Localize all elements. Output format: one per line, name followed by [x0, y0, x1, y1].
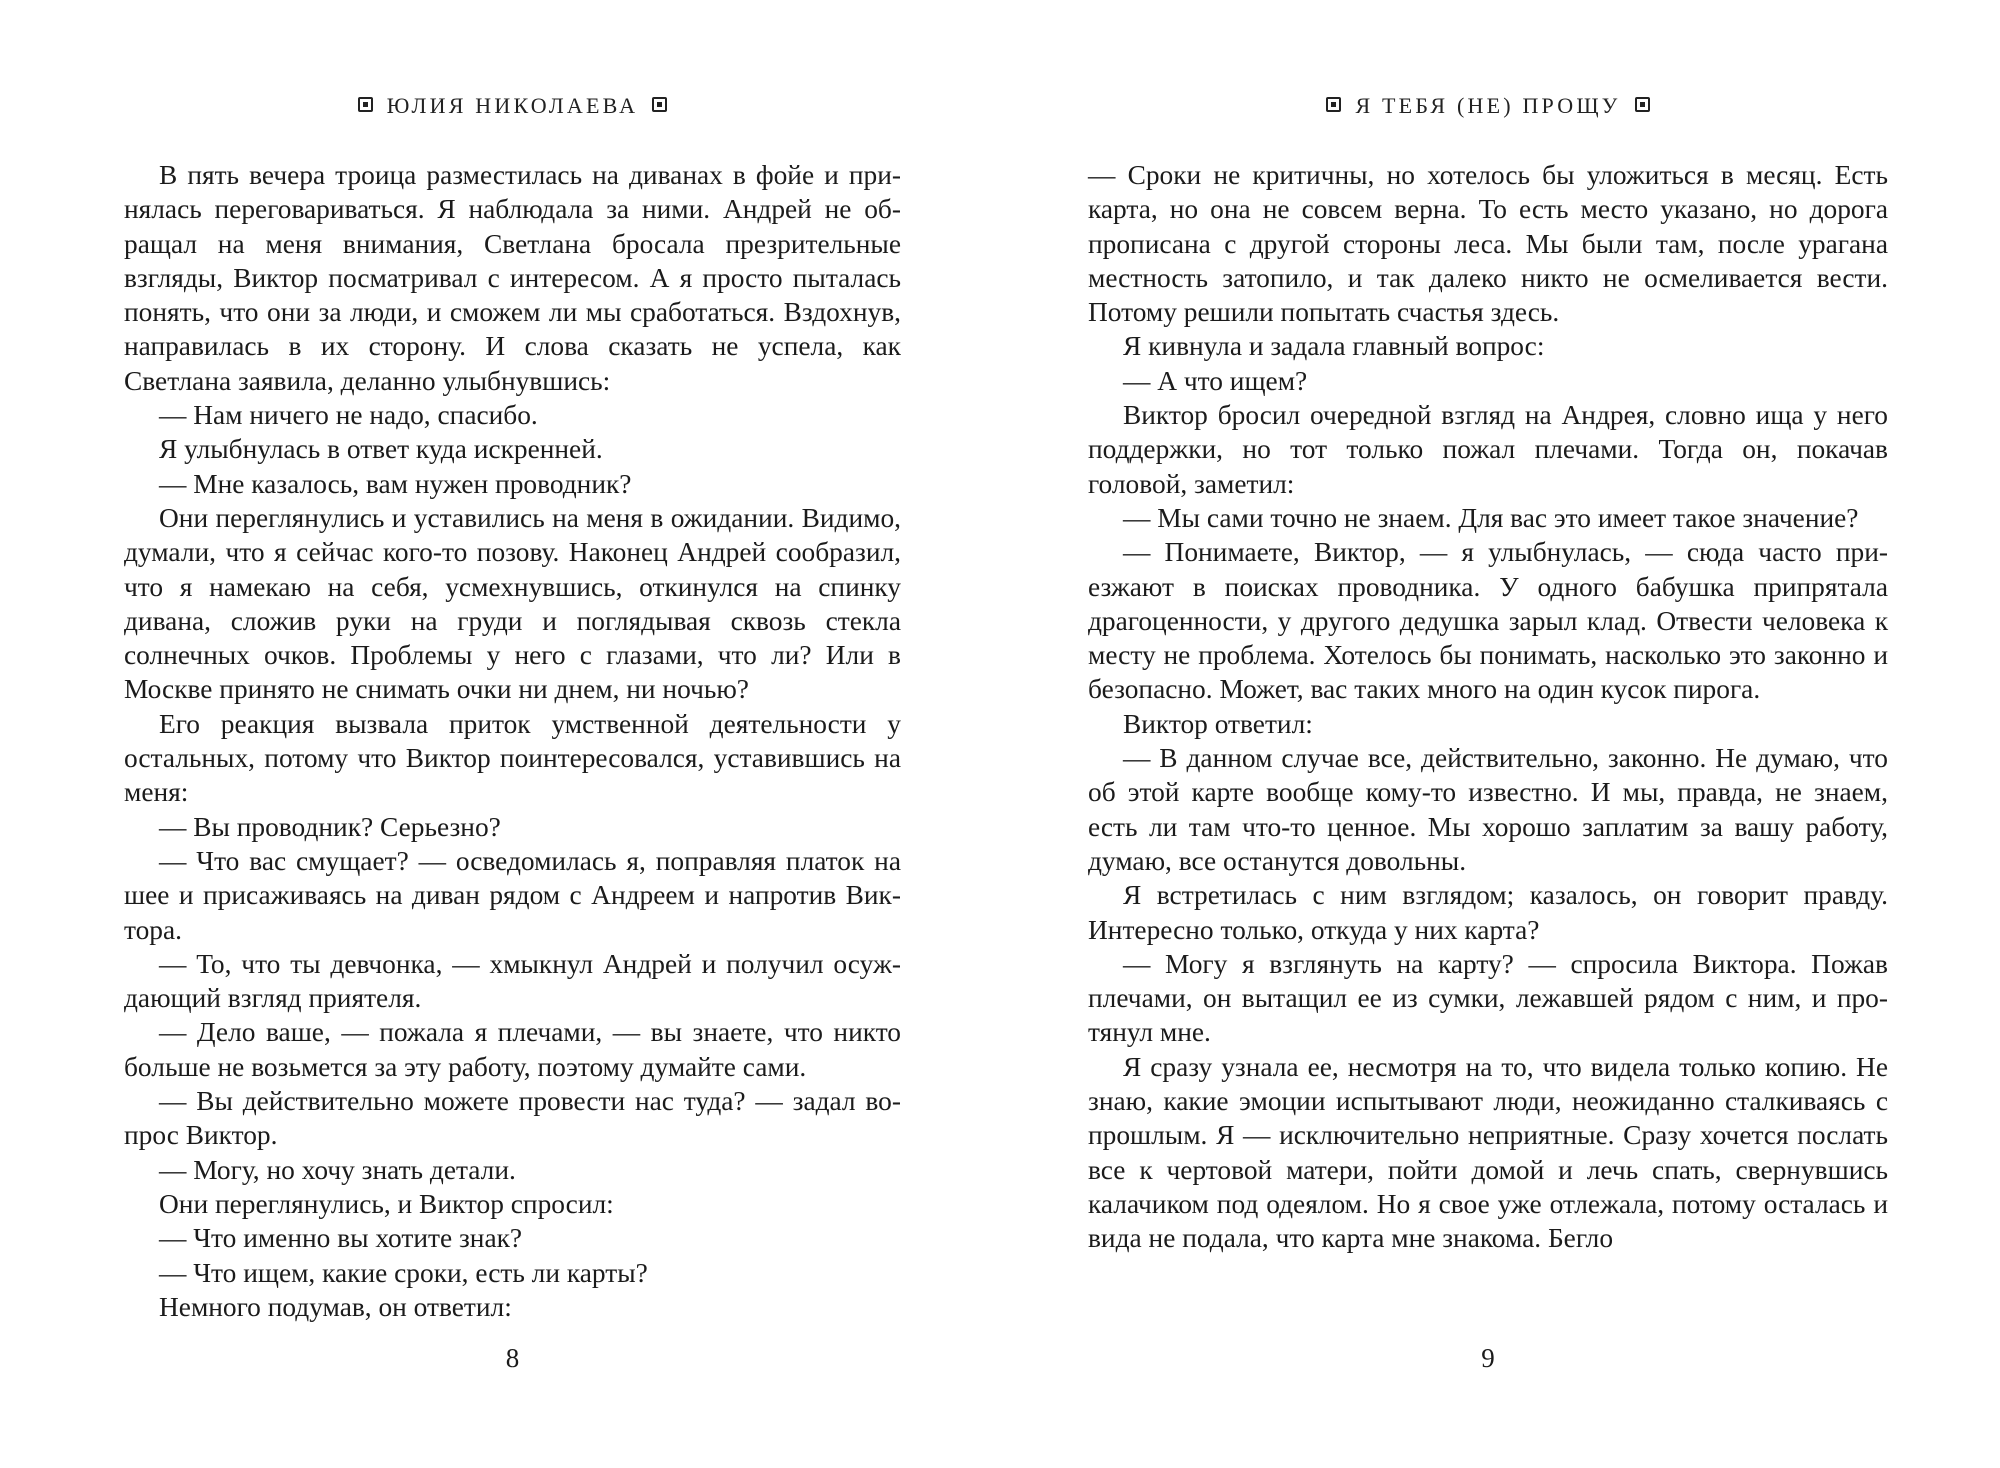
- page-number-left: 8: [505, 1343, 520, 1373]
- author-name: ЮЛИЯ НИКОЛАЕВА: [386, 93, 639, 118]
- paragraph: Виктор бросил очередной взгляд на Андрея, словно ища у него поддержки, но тот только пожал плечами. Тогда он, покачав головой, заметил:: [1088, 400, 1888, 499]
- paragraph: Они переглянулись, и Виктор спросил:: [159, 1188, 614, 1219]
- paragraph: — Что ищем, какие сроки, есть ли карты?: [159, 1257, 648, 1288]
- paragraph: Они переглянулись и уставились на меня в ожидании. Видимо, думали, что я сейчас кого-то позову. Наконец Андрей сообразил, что я намекаю на себя, усмехнувшись, откинулся на спинку дивана, сложив руки на груди и поглядывая сквозь стекла солнечных очков. Проблемы у него с глазами, что ли? Или в Москве принято не снимать очки ни днем, ни ночью?: [124, 502, 901, 705]
- paragraph: Немного подумав, он ответил:: [159, 1291, 512, 1322]
- paragraph: — Могу, но хочу знать детали.: [159, 1154, 516, 1185]
- right-page: [1088, 0, 1888, 1468]
- right-page-text: [1088, 158, 1888, 1256]
- page-number-right: 9: [1481, 1343, 1495, 1373]
- paragraph: — Мы сами точно не знаем. Для вас это имеет такое значение?: [1123, 502, 1859, 533]
- left-page: [124, 0, 901, 1468]
- paragraph: — В данном случае все, действительно, законно. Не думаю, что об этой карте вообще кому-то известно. И мы, правда, не знаем, есть ли там что-то ценное. Мы хорошо заплатим за вашу работу, думаю, все останутся довольны.: [1088, 743, 1888, 876]
- paragraph: — Мне казалось, вам нужен проводник?: [159, 468, 632, 499]
- book-title: Я ТЕБЯ (НЕ) ПРОЩУ: [1355, 93, 1621, 118]
- left-page-text: [124, 158, 901, 1324]
- paragraph: — То, что ты девчонка, — хмыкнул Андрей и получил осуждающий взгляд приятеля.: [124, 948, 901, 1014]
- ornament-icon: [652, 97, 667, 112]
- paragraph: — Сроки не критичны, но хотелось бы уложиться в месяц. Есть карта, но она не совсем верна. То есть место указано, но дорога прописана с другой стороны леса. Мы были там, после урагана местность затопило, и так далеко никто не осмеливается вести. Потому решили попытать счастья здесь.: [1088, 160, 1888, 328]
- paragraph: — Вы проводник? Серьезно?: [159, 811, 501, 842]
- paragraph: В пять вечера троица разместилась на диванах в фойе и принялась переговариваться. Я наблюдала за ними. Андрей не обращал на меня внимания, Светлана бросала презрительные взгляды, Виктор посматривал с интересом. А я просто пыталась понять, что они за люди, и сможем ли мы сработаться. Вздохнув, направилась в их сторону. И слова сказать не успела, как Светлана заявила, деланно улыбнувшись:: [124, 160, 901, 396]
- paragraph: Я улыбнулась в ответ куда искренней.: [159, 434, 603, 465]
- ornament-icon: [1635, 97, 1650, 112]
- paragraph: — Нам ничего не надо, спасибо.: [159, 400, 538, 431]
- paragraph: Его реакция вызвала приток умственной деятельности у остальных, потому что Виктор поинтересовался, уставившись на меня:: [124, 708, 901, 808]
- paragraph: Я кивнула и задала главный вопрос:: [1123, 331, 1545, 362]
- paragraph: — Понимаете, Виктор, — я улыбнулась, — сюда часто приезжают в поисках проводника. У одного бабушка припрятала драгоценности, у другого дедушка зарыл клад. Отвести человека к месту не проблема. Хотелось бы понимать, насколько это законно и безопасно. Может, вас таких много на один кусок пирога.: [1088, 537, 1888, 705]
- paragraph: — Могу я взглянуть на карту? — спросила Виктора. Пожав плечами, он вытащил ее из сумки, лежавшей рядом с ним, и протянул мне.: [1088, 948, 1888, 1048]
- paragraph: — Что вас смущает? — осведомилась я, поправляя платок на шее и присаживаясь на диван рядом с Андреем и напротив Виктора.: [124, 845, 901, 945]
- paragraph: — Что именно вы хотите знак?: [159, 1223, 523, 1254]
- paragraph: — Дело ваше, — пожала я плечами, — вы знаете, что никто больше не возьмется за эту работу, поэтому думайте сами.: [124, 1017, 901, 1082]
- paragraph: — Вы действительно можете провести нас туда? — задал вопрос Виктор.: [124, 1086, 901, 1151]
- paragraph: Я сразу узнала ее, несмотря на то, что видела только копию. Не знаю, какие эмоции испытывают люди, неожиданно сталкиваясь с прошлым. Я — исключительно неприятные. Сразу хочется послать все к чертовой матери, пойти домой и лечь спать, свернувшись калачиком под одеялом. Но я свое уже отлежала, потому осталась и вида не подала, что карта мне знакома. Бегло: [1088, 1051, 1888, 1254]
- ornament-icon: [1326, 97, 1341, 112]
- running-head-left: [124, 93, 901, 119]
- paragraph: — А что ищем?: [1123, 365, 1308, 396]
- paragraph: Я встретилась с ним взглядом; казалось, он говорит правду. Интересно только, откуда у них карта?: [1088, 880, 1888, 945]
- ornament-icon: [358, 97, 373, 112]
- running-head-right: [1088, 93, 1888, 119]
- paragraph: Виктор ответил:: [1123, 708, 1313, 739]
